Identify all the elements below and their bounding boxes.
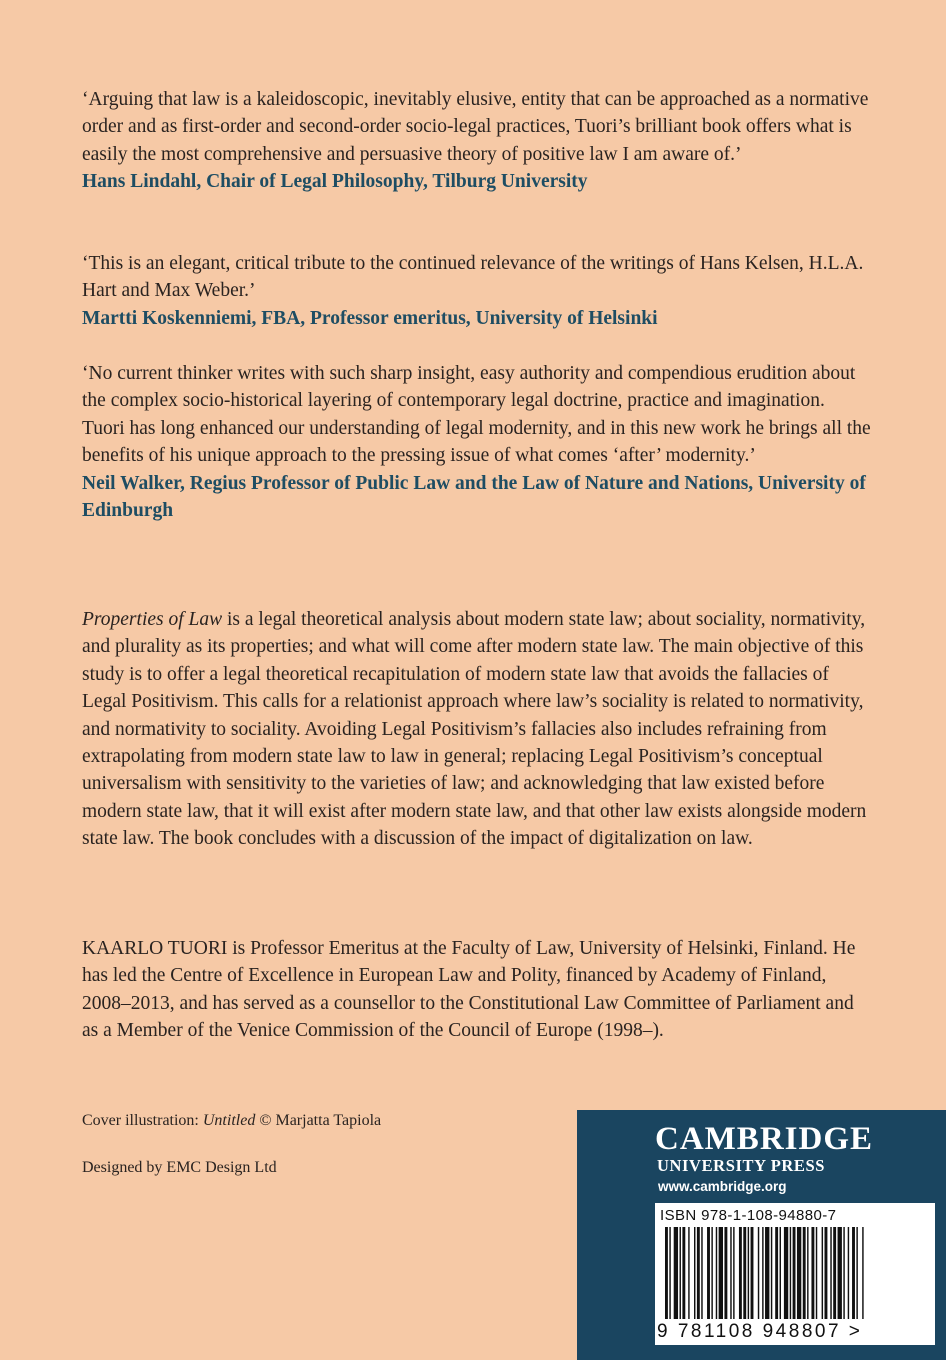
cover-credit-prefix: Cover illustration:	[82, 1112, 203, 1129]
book-title: Properties of Law	[82, 609, 223, 630]
barcode-icon	[657, 1227, 933, 1321]
book-description	[82, 606, 872, 853]
endorsement-1	[82, 86, 872, 196]
endorsement-2	[82, 250, 872, 332]
quote-text: ‘No current thinker writes with such sharp insight, easy authority and compendious erudition about the complex socio-historical layering of contemporary legal doctrine, practice and imagination. Tuori has long enhanced our understanding of legal modernity, and in this new work he brings all the benefits of his unique approach to the pressing issue of what comes ‘after’ modernity.’	[82, 363, 871, 467]
cover-credit-title: Untitled	[202, 1112, 256, 1129]
cover-credit-suffix: © Marjatta Tapiola	[255, 1112, 382, 1129]
description-text	[82, 606, 872, 853]
endorsement-3	[82, 360, 872, 524]
quote-attribution: Martti Koskenniemi, FBA, Professor emeritus, University of Helsinki	[82, 307, 658, 329]
publisher-logo-sub: UNIVERSITY PRESS	[657, 1156, 826, 1175]
bio-text: KAARLO TUORI is Professor Emeritus at the Faculty of Law, University of Helsinki, Finland. He has led the Centre of Excellence in European Law and Polity, financed by Academy of Finland, 2008–2013, and has served as a counsellor to the Constitutional Law Committee of Parliament and as a Member of the Venice Commission of the Council of Europe (1998–).	[82, 938, 856, 1042]
quote-text: ‘Arguing that law is a kaleidoscopic, inevitably elusive, entity that can be approached as a normative order and as first-order and second-order socio-legal practices, Tuori’s brilliant book offers what is easily the most comprehensive and persuasive theory of positive law I am aware of.’	[82, 89, 869, 165]
publisher-logo-name: CAMBRIDGE	[655, 1121, 874, 1157]
author-bio	[82, 935, 872, 1045]
description-body: is a legal theoretical analysis about modern state law; about sociality, normativity, and plurality as its properties; and what will come after modern state law. The main objective of this study is to offer a legal theoretical recapitulation of modern state law that avoids the fallacies of Legal Positivism. This calls for a relationist approach where law’s sociality is related to normativity, and normativity to sociality. Avoiding Legal Positivism’s fallacies also includes refraining from extrapolating from modern state law to law in general; replacing Legal Positivism’s conceptual universalism with sensitivity to the varieties of law; and acknowledging that law existed before modern state law, that it will exist after modern state law, and that other law exists alongside modern state law. The book concludes with a discussion of the impact of digitalization on law.	[82, 609, 867, 850]
publisher-panel	[577, 1110, 946, 1360]
designer-credit: Designed by EMC Design Ltd	[82, 1159, 277, 1176]
barcode-box	[655, 1203, 935, 1345]
quote-text: ‘This is an elegant, critical tribute to the continued relevance of the writings of Hans Kelsen, H.L.A. Hart and Max Weber.’	[82, 253, 864, 302]
cover-credit	[82, 1112, 381, 1130]
quote-attribution: Hans Lindahl, Chair of Legal Philosophy, Tilburg University	[82, 171, 588, 193]
barcode-digits: 9 781108 948807 >	[657, 1321, 863, 1342]
quote-attribution: Neil Walker, Regius Professor of Public Law and the Law of Nature and Nations, University of Edinburgh	[82, 472, 866, 522]
isbn-label: ISBN 978-1-108-94880-7	[660, 1207, 837, 1224]
publisher-url: www.cambridge.org	[658, 1179, 787, 1194]
